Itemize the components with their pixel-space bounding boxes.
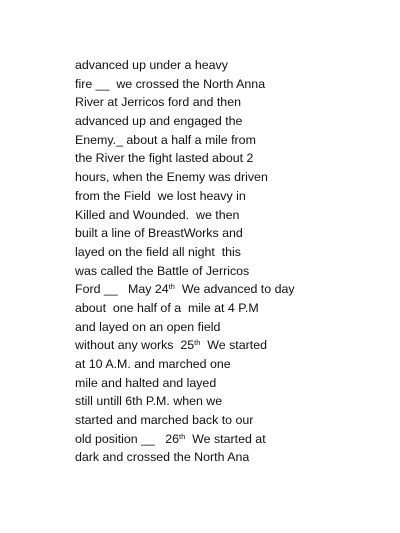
- text-line: fire __ we crossed the North Anna: [75, 76, 266, 91]
- line-text-after: We advanced to day: [174, 282, 295, 297]
- line-text: Ford __ May 24: [75, 282, 169, 297]
- text-line: Killed and Wounded. we then: [75, 207, 240, 222]
- line-text: without any works 25: [75, 338, 195, 353]
- text-line: and layed on an open field: [75, 319, 221, 334]
- text-line-may-24: [75, 280, 385, 299]
- text-line: from the Field we lost heavy in: [75, 188, 246, 203]
- text-line: still untill 6th P.M. when we: [75, 394, 223, 409]
- transcription-text: [75, 56, 385, 467]
- text-line: Enemy._ about a half a mile from: [75, 132, 256, 147]
- text-line-26th: [75, 430, 385, 449]
- text-line: about one half of a mile at 4 P.M: [75, 300, 259, 315]
- text-line: was called the Battle of Jerricos: [75, 263, 250, 278]
- text-line: layed on the field all night this: [75, 244, 242, 259]
- text-line: advanced up and engaged the: [75, 114, 243, 129]
- text-line: the River the fight lasted about 2: [75, 151, 254, 166]
- line-text-after: We started: [200, 338, 267, 353]
- text-line: dark and crossed the North Ana: [75, 450, 250, 465]
- line-text: old position __ 26: [75, 431, 180, 446]
- text-line: mile and halted and layed: [75, 375, 217, 390]
- text-line: River at Jerricos ford and then: [75, 95, 241, 110]
- text-line: built a line of BreastWorks and: [75, 226, 243, 241]
- ordinal-suffix: th: [194, 338, 201, 348]
- line-text-after: We started at: [185, 431, 266, 446]
- text-line: hours, when the Enemy was driven: [75, 170, 268, 185]
- text-line: started and marched back to our: [75, 413, 254, 428]
- text-line-25th: [75, 336, 385, 355]
- ordinal-suffix: th: [168, 282, 175, 292]
- ordinal-suffix: th: [179, 431, 186, 441]
- text-line: advanced up under a heavy: [75, 58, 228, 72]
- text-line: at 10 A.M. and marched one: [75, 357, 231, 371]
